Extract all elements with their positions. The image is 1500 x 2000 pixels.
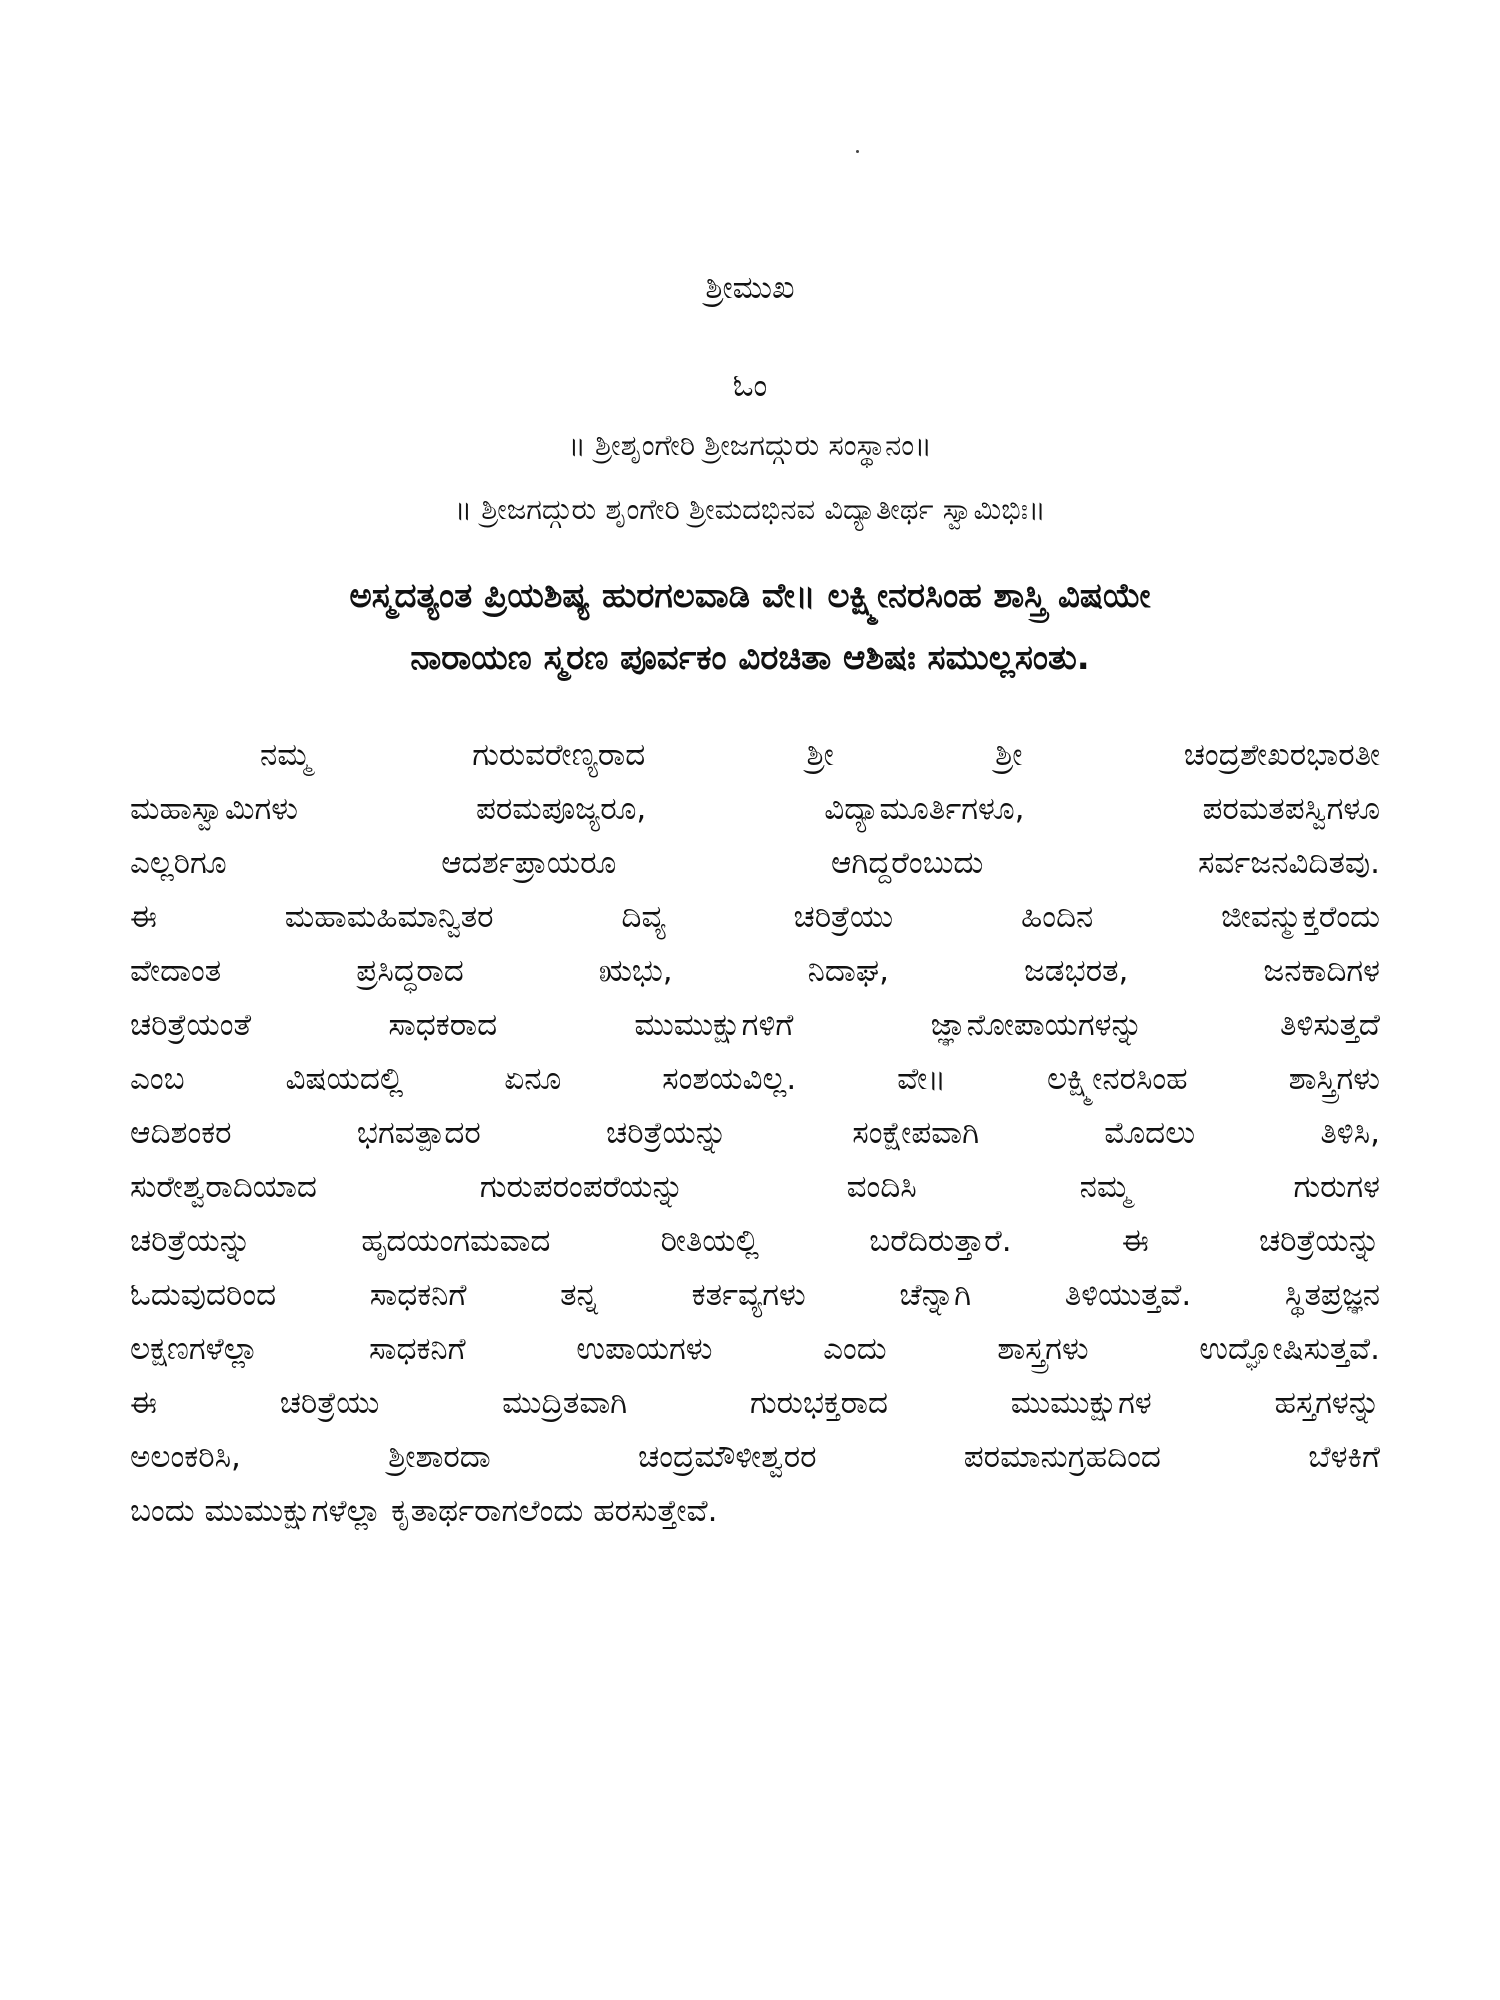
- page-title: ಶ್ರೀಮುಖ: [705, 270, 795, 306]
- scan-speck: [856, 150, 859, 153]
- pontiff-line: ॥ ಶ್ರೀಜಗದ್ಗುರು ಶೃಂಗೇರಿ ಶ್ರೀಮದಭಿನವ ವಿದ್ಯಾತೀರ್ಥ ಸ್ವಾಮಿಭಿಃ॥: [454, 492, 1046, 526]
- body-line: ಬಂದು ಮುಮುಕ್ಷುಗಳೆಲ್ಲಾ ಕೃತಾರ್ಥರಾಗಲೆಂದು ಹರಸುತ್ತೇವೆ.: [130, 1493, 718, 1529]
- body-line: ಎಲ್ಲರಿಗೂ ಆದರ್ಶಪ್ರಾಯರೂ ಆಗಿದ್ದರೆಂಬುದು ಸರ್ವಜನವಿದಿತವು.: [130, 845, 1380, 881]
- body-line: ಈ ಚರಿತ್ರೆಯು ಮುದ್ರಿತವಾಗಿ ಗುರುಭಕ್ತರಾದ ಮುಮುಕ್ಷುಗಳ ಹಸ್ತಗಳನ್ನು: [130, 1385, 1380, 1421]
- body-line: ಸುರೇಶ್ವರಾದಿಯಾದ ಗುರುಪರಂಪರೆಯನ್ನು ವಂದಿಸಿ ನಮ್ಮ ಗುರುಗಳ: [130, 1169, 1380, 1205]
- body-line: ವೇದಾಂತ ಪ್ರಸಿದ್ಧರಾದ ಋಭು, ನಿದಾಘ, ಜಡಭರತ, ಜನಕಾದಿಗಳ: [130, 953, 1380, 989]
- body-line: ಈ ಮಹಾಮಹಿಮಾನ್ವಿತರ ದಿವ್ಯ ಚರಿತ್ರೆಯು ಹಿಂದಿನ ಜೀವನ್ಮುಕ್ತರೆಂದು: [130, 899, 1380, 935]
- body-line: ಮಹಾಸ್ವಾಮಿಗಳು ಪರಮಪೂಜ್ಯರೂ, ವಿದ್ಯಾಮೂರ್ತಿಗಳೂ, ಪರಮತಪಸ್ವಿಗಳೂ: [130, 791, 1380, 827]
- blessing-line-1: ಅಸ್ಮದತ್ಯಂತ ಪ್ರಿಯಶಿಷ್ಯ ಹುರಗಲವಾಡಿ ವೇ॥ ಲಕ್ಷ್ಮೀನರಸಿಂಹ ಶಾಸ್ತ್ರಿ ವಿಷಯೇ: [349, 576, 1151, 616]
- body-line: ಆದಿಶಂಕರ ಭಗವತ್ಪಾದರ ಚರಿತ್ರೆಯನ್ನು ಸಂಕ್ಷೇಪವಾಗಿ ಮೊದಲು ತಿಳಿಸಿ,: [130, 1115, 1380, 1151]
- body-paragraph: [130, 728, 1380, 1538]
- body-line: ಚರಿತ್ರೆಯನ್ನು ಹೃದಯಂಗಮವಾದ ರೀತಿಯಲ್ಲಿ ಬರೆದಿರುತ್ತಾರೆ. ಈ ಚರಿತ್ರೆಯನ್ನು: [130, 1223, 1380, 1259]
- body-line: ಅಲಂಕರಿಸಿ, ಶ್ರೀಶಾರದಾ ಚಂದ್ರಮೌಳೀಶ್ವರರ ಪರಮಾನುಗ್ರಹದಿಂದ ಬೆಳಕಿಗೆ: [130, 1439, 1380, 1475]
- blessing-line-2: ನಾರಾಯಣ ಸ್ಮರಣ ಪೂರ್ವಕಂ ವಿರಚಿತಾ ಆಶಿಷಃ ಸಮುಲ್ಲಸಂತು.: [410, 638, 1090, 678]
- om-symbol: ಓಂ: [732, 368, 768, 404]
- body-line: ಲಕ್ಷಣಗಳೆಲ್ಲಾ ಸಾಧಕನಿಗೆ ಉಪಾಯಗಳು ಎಂದು ಶಾಸ್ತ್ರಗಳು ಉದ್ಘೋಷಿಸುತ್ತವೆ.: [130, 1331, 1380, 1367]
- body-line: ಓದುವುದರಿಂದ ಸಾಧಕನಿಗೆ ತನ್ನ ಕರ್ತವ್ಯಗಳು ಚೆನ್ನಾಗಿ ತಿಳಿಯುತ್ತವೆ. ಸ್ಥಿತಪ್ರಜ್ಞನ: [130, 1277, 1380, 1313]
- body-line: ನಮ್ಮ ಗುರುವರೇಣ್ಯರಾದ ಶ್ರೀ ಶ್ರೀ ಚಂದ್ರಶೇಖರಭಾರತೀ: [260, 737, 1380, 773]
- body-line: ಚರಿತ್ರೆಯಂತೆ ಸಾಧಕರಾದ ಮುಮುಕ್ಷುಗಳಿಗೆ ಜ್ಞಾನೋಪಾಯಗಳನ್ನು ತಿಳಿಸುತ್ತದೆ: [130, 1007, 1380, 1043]
- body-line: ಎಂಬ ವಿಷಯದಲ್ಲಿ ಏನೂ ಸಂಶಯವಿಲ್ಲ. ವೇ॥ ಲಕ್ಷ್ಮೀನರಸಿಂಹ ಶಾಸ್ತ್ರಿಗಳು: [130, 1061, 1380, 1097]
- institution-line: ॥ ಶ್ರೀಶೃಂಗೇರಿ ಶ್ರೀಜಗದ್ಗುರು ಸಂಸ್ಥಾನಂ॥: [568, 428, 932, 462]
